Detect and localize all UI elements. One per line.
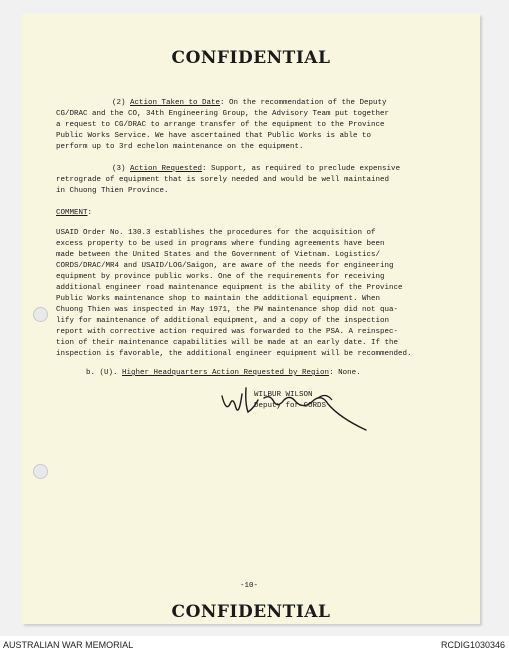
comment-line-6: additional engineer road maintenance equipment is the ability of the Province: [56, 284, 403, 292]
para2-text: : On the recommendation of the Deputy: [220, 99, 387, 107]
comment-line-1: USAID Order No. 130.3 establishes the procedures for the acquisition of: [56, 229, 376, 237]
para3-heading: Action Requested: [130, 165, 203, 173]
comment-line-2: excess property to be used in programs where funding agreements have been: [56, 240, 385, 248]
punch-hole-lower: [33, 464, 48, 479]
item-b-prefix: b. (U).: [86, 369, 123, 377]
comment-line-9: lify for maintenance of additional equipment, and a copy of the inspection: [56, 317, 390, 325]
page-number: -10-: [240, 582, 259, 590]
archive-footer-left: AUSTRALIAN WAR MEMORIAL: [3, 640, 134, 650]
comment-line-11: tion of their maintenance capabilities will be made at an early date. If the: [56, 339, 399, 347]
comment-line-3: made between the United States and the Government of Vietnam. Logistics/: [56, 251, 381, 259]
classification-header: CONFIDENTIAL: [171, 48, 331, 68]
para2-heading: Action Taken to Date: [130, 99, 221, 107]
para3-line-2: retrograde of equipment that is sorely needed and would be well maintained: [56, 176, 390, 184]
classification-footer: CONFIDENTIAL: [171, 602, 331, 622]
comment-heading: COMMENT: [56, 209, 88, 217]
punch-hole-upper: [33, 307, 48, 322]
comment-line-8: Chuong Thien was inspected in May 1971, the PW maintenance shop did not qua-: [56, 306, 399, 314]
para2-label: (2): [112, 99, 131, 107]
document-page: [22, 14, 480, 624]
para2-line-5: perform up to 3rd echelon maintenance on the equipment.: [56, 143, 304, 151]
para3-text: : Support, as required to preclude expensive: [202, 165, 401, 173]
comment-line-4: CORDS/DRAC/MR4 and USAID/LOG/Saigon, are aware of the needs for engineering: [56, 262, 394, 270]
comment-line-7: Public Works maintenance shop to maintain the additional equipment. When: [56, 295, 381, 303]
para2-line-3: a request to CG/DRAC to arrange transfer of the equipment to the Province: [56, 121, 385, 129]
para3-line-1: [112, 164, 400, 175]
signatory-name: WILBUR WILSON: [254, 391, 313, 399]
comment-line-12: inspection is favorable, the additional engineer equipment will be recommended.: [56, 350, 412, 358]
comment-line-10: report with corrective action required was forwarded to the PSA. A reinspec-: [56, 328, 399, 336]
para2-line-2: CG/DRAC and the CO, 34th Engineering Group, the Advisory Team put together: [56, 110, 390, 118]
para3-line-3: in Chuong Thien Province.: [56, 187, 169, 195]
signatory-title: Deputy for CORDS: [254, 402, 327, 410]
item-b-value: : None.: [329, 369, 361, 377]
item-b-heading: Higher Headquarters Action Requested by Region: [122, 369, 330, 377]
comment-heading-line: COMMENT:: [56, 209, 93, 217]
comment-line-5: equipment by province public works. One of the requirements for receiving: [56, 273, 385, 281]
para2-line-1: [112, 98, 387, 109]
para3-label: (3): [112, 165, 131, 173]
para2-line-4: Public Works Service. We have ascertained that Public Works is able to: [56, 132, 372, 140]
archive-footer-right: RCDIG1030346: [440, 640, 505, 650]
